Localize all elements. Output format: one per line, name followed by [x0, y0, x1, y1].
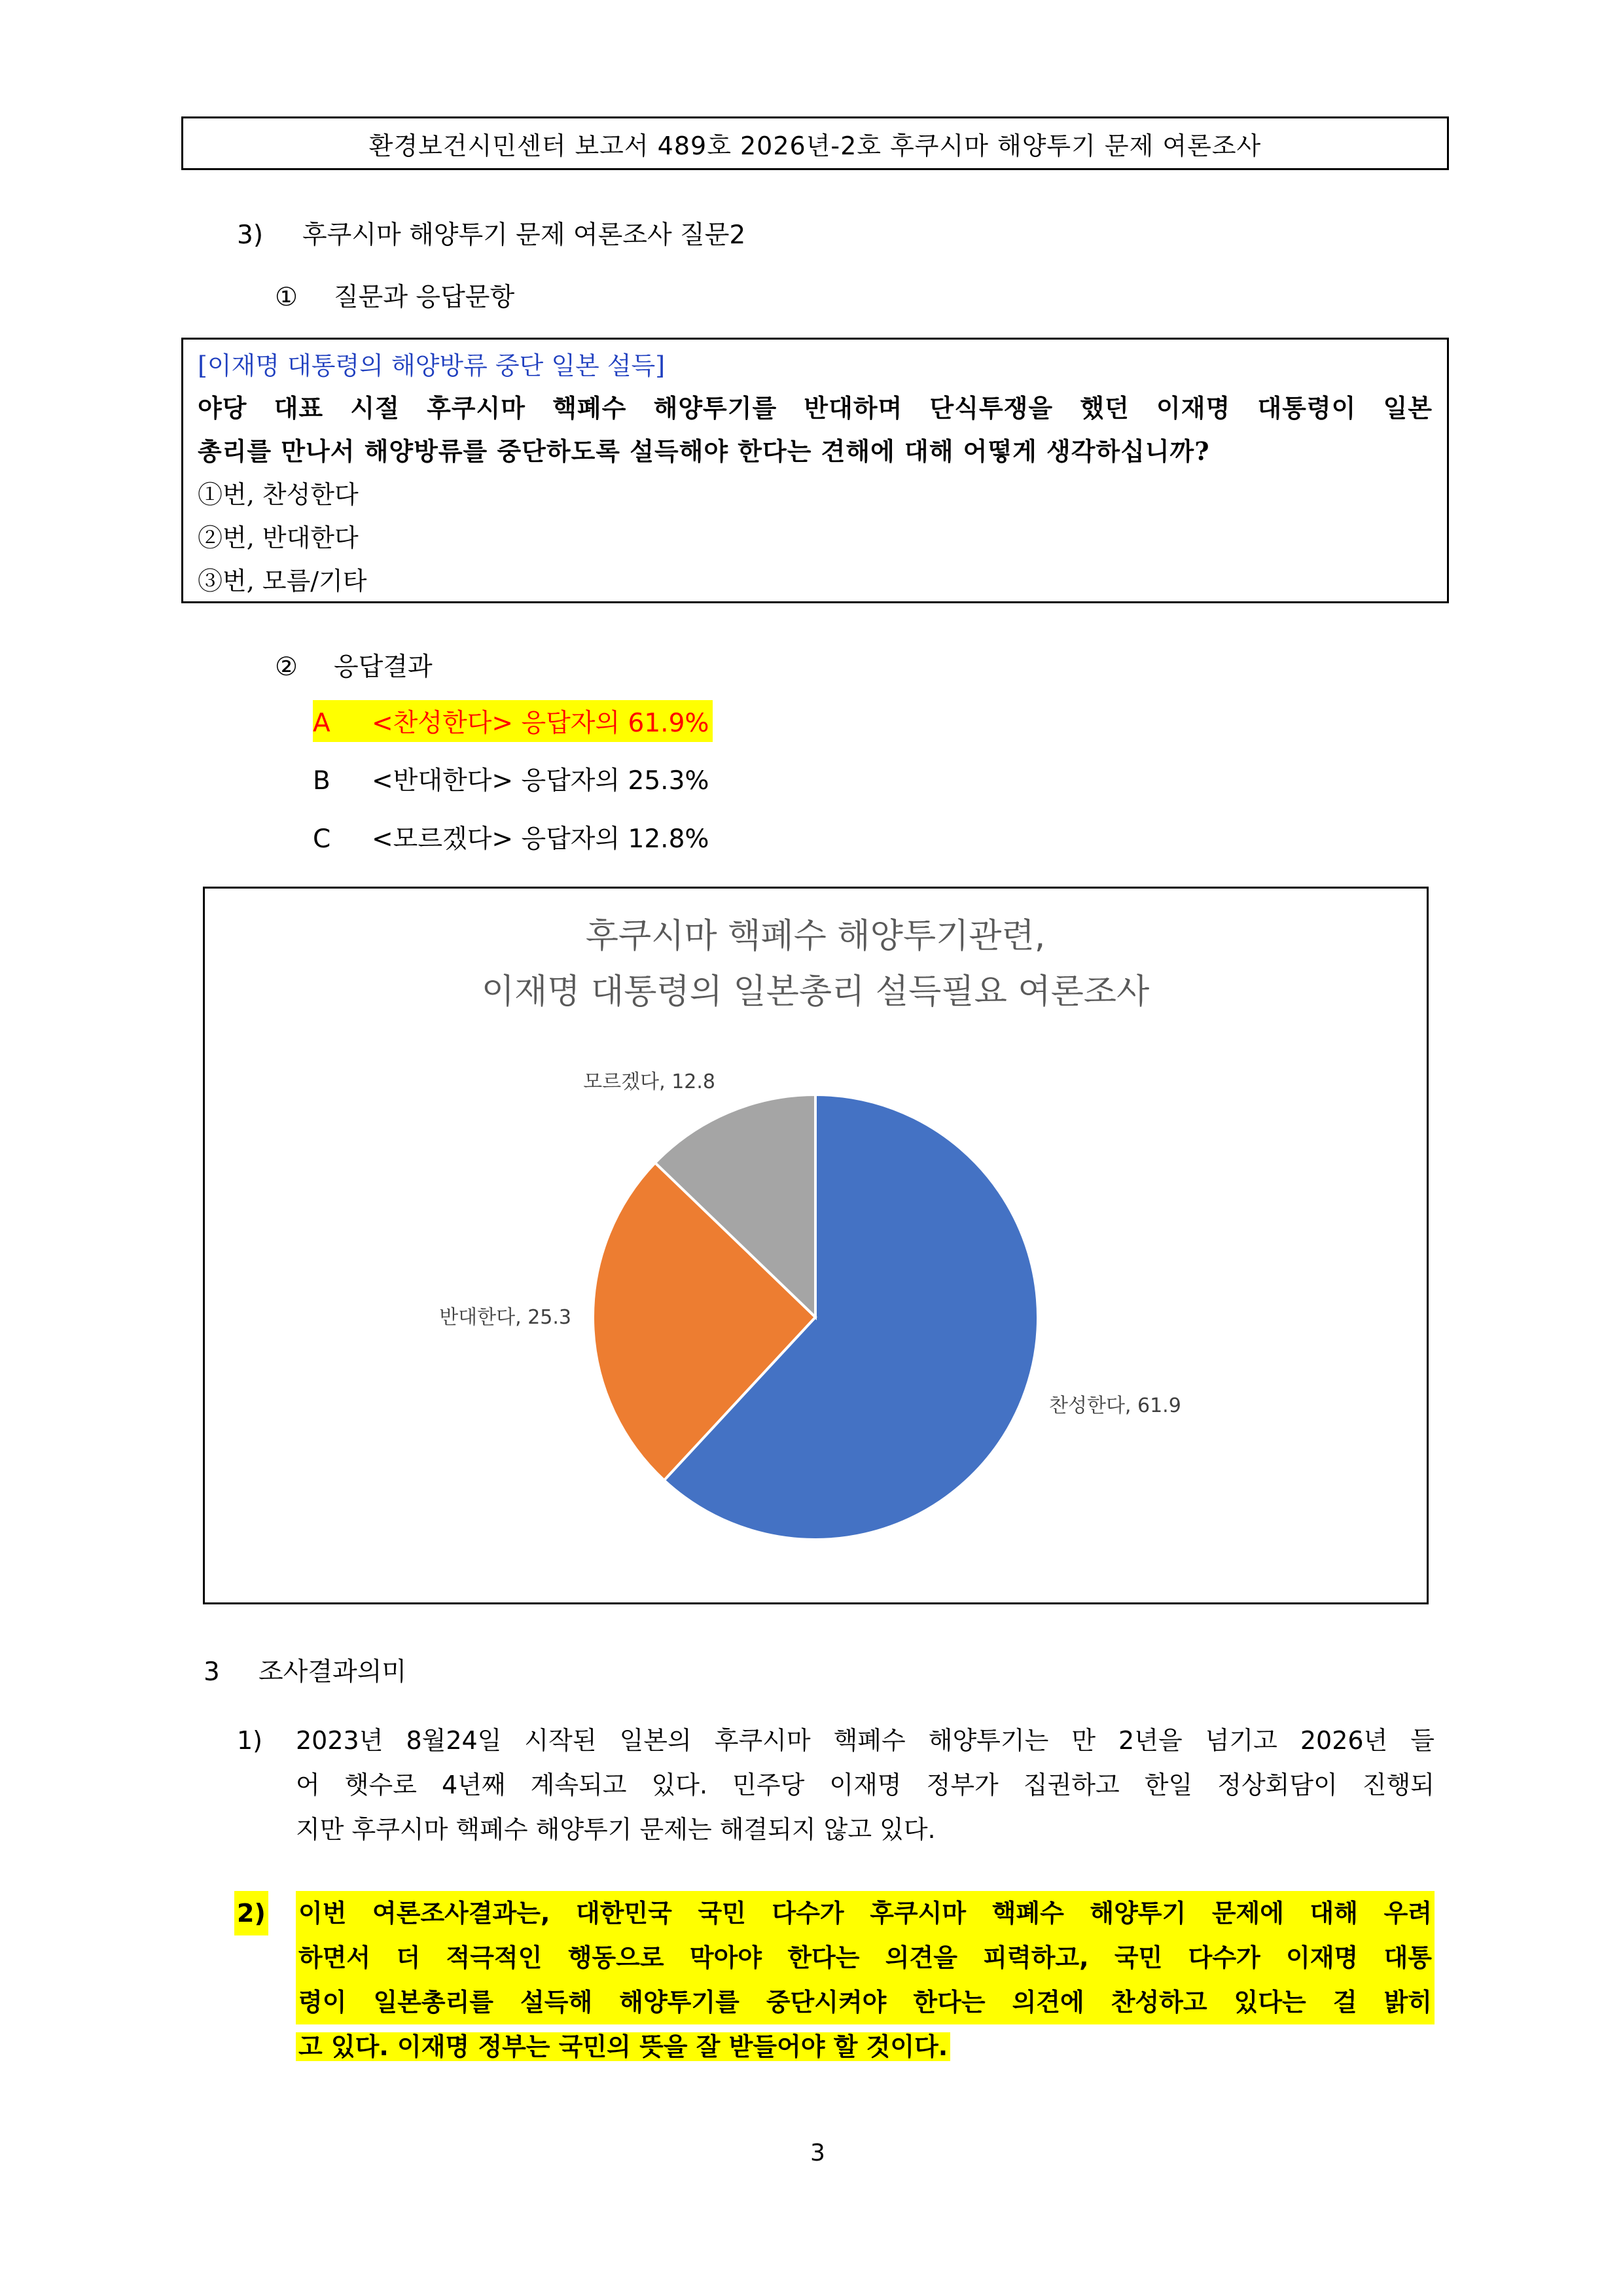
- pie-data-label-1: 찬성한다, 61.9: [1049, 1394, 1181, 1417]
- result-letter: C: [313, 824, 331, 854]
- report-header: [181, 116, 1449, 170]
- result-text: <반대한다> 응답자의 25.3%: [372, 766, 709, 796]
- pie-data-label-3: 모르겠다, 12.8: [583, 1070, 715, 1093]
- report-header-title: 환경보건시민센터 보고서 489호 2026년-2호 후쿠시마 해양투기 문제 여론조사: [368, 131, 1262, 160]
- subsection-results-heading: [275, 646, 433, 683]
- result-line-a: [313, 700, 713, 742]
- result-text: <모르겠다> 응답자의 12.8%: [372, 824, 709, 854]
- answer-option-2: ②번, 반대한다: [198, 523, 359, 552]
- pie-data-label-2: 반대한다, 25.3: [439, 1306, 571, 1329]
- result-letter: A: [313, 709, 330, 738]
- paragraph-line: 어 햇수로 4년째 계속되고 있다. 민주당 이재명 정부가 집권하고 한일 정상회담이 진행되: [296, 1771, 1435, 1799]
- pie-chart: [205, 889, 1427, 1602]
- paragraph-2: [237, 1891, 1435, 2069]
- question-tag: [이재명 대통령의 해양방류 중단 일본 설득]: [198, 351, 666, 380]
- section-heading: [237, 215, 745, 251]
- subsection-question-heading: [275, 277, 514, 313]
- meaning-number: 3: [204, 1657, 220, 1687]
- page-number: 3: [810, 2140, 825, 2166]
- meaning-heading: [204, 1651, 406, 1688]
- subsection-title: 질문과 응답문항: [334, 283, 515, 312]
- paragraph-line-text: 고 있다. 이재명 정부는 국민의 뜻을 잘 받들어야 할 것이다.: [296, 2032, 950, 2061]
- subsection-title: 응답결과: [334, 652, 433, 682]
- answer-option-1: ①번, 찬성한다: [198, 480, 359, 509]
- chart-title-line-2: 이재명 대통령의 일본총리 설득필요 여론조사: [481, 972, 1150, 1012]
- question-text-line-2: 총리를 만나서 해양방류를 중단하도록 설득해야 한다는 견해에 대해 어떻게 생각하십니까?: [198, 436, 1210, 466]
- result-line-b: [313, 760, 709, 797]
- answer-option-3: ③번, 모름/기타: [198, 567, 367, 595]
- question-box: [181, 338, 1449, 603]
- meaning-title: 조사결과의미: [259, 1657, 407, 1687]
- paragraph-1: [237, 1718, 1435, 1852]
- paragraph-line: 령이 일본총리를 설득해 해양투기를 중단시켜야 한다는 의견에 찬성하고 있다는 걸 밝히: [296, 1980, 1435, 2024]
- paragraph-line: 2023년 8월24일 시작된 일본의 후쿠시마 핵폐수 해양투기는 만 2년을 넘기고 2026년 들: [296, 1726, 1435, 1755]
- paragraph-number: 1): [237, 1726, 263, 1755]
- subsection-number: ①: [275, 283, 298, 312]
- question-text-line-1: 야당 대표 시절 후쿠시마 핵폐수 해양투기를 반대하며 단식투쟁을 했던 이재명 대통령이 일본: [198, 393, 1433, 423]
- subsection-number: ②: [275, 652, 298, 682]
- result-letter: B: [313, 766, 330, 796]
- result-text: <찬성한다> 응답자의 61.9%: [372, 709, 709, 738]
- paragraph-line: [296, 2024, 1435, 2069]
- chart-title-line-1: 후쿠시마 핵폐수 해양투기관련,: [585, 917, 1046, 956]
- section-number: 3): [237, 221, 264, 250]
- pie-chart-frame: [203, 887, 1429, 1604]
- section-title: 후쿠시마 해양투기 문제 여론조사 질문2: [302, 221, 746, 250]
- paragraph-line: 이번 여론조사결과는, 대한민국 국민 다수가 후쿠시마 핵폐수 해양투기 문제에 대해 우려: [296, 1891, 1435, 1935]
- result-line-c: [313, 819, 709, 855]
- paragraph-number: 2): [234, 1891, 268, 1935]
- paragraph-line: 하면서 더 적극적인 행동으로 막아야 한다는 의견을 피력하고, 국민 다수가 이재명 대통: [296, 1935, 1435, 1980]
- paragraph-line: 지만 후쿠시마 핵폐수 해양투기 문제는 해결되지 않고 있다.: [296, 1815, 936, 1844]
